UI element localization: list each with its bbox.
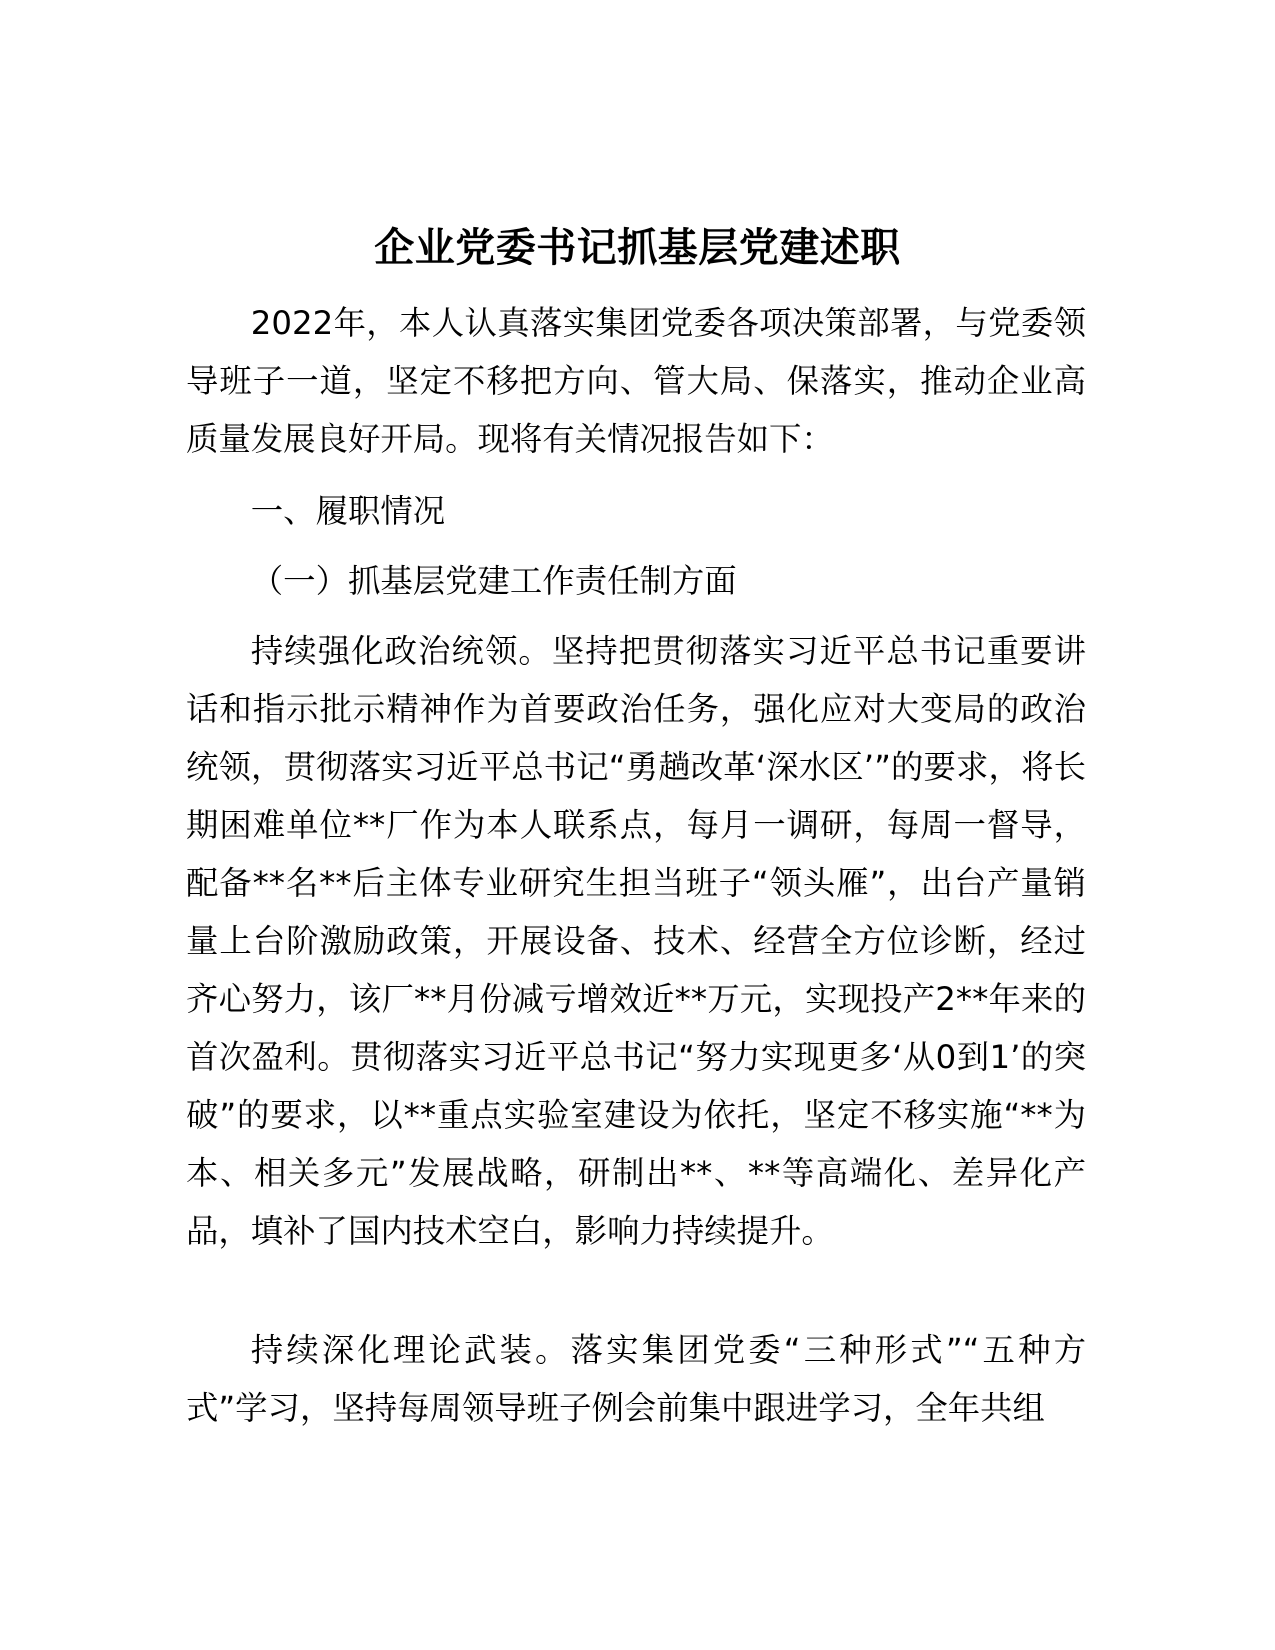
political-leadership-paragraph: 持续强化政治统领。坚持把贯彻落实习近平总书记重要讲话和指示批示精神作为首要政治任务，强化应对大变局的政治统领，贯彻落实习近平总书记“勇趟改革‘深水区’”的要求，将长期困难单位**厂作为本人联系点，每月一调研，每周一督导，配备**名**后主体专业研究生担当班子“领头雁”，出台产量销量上台阶激励政策，开展设备、技术、经营全方位诊断，经过齐心努力，该厂**月份减亏增效近**万元，实现投产2**年来的首次盈利。贯彻落实习近平总书记“努力实现更多‘从0到1’的突破”的要求，以**重点实验室建设为依托，坚定不移实施“**为本、相关多元”发展战略，研制出**、**等高端化、差异化产品，填补了国内技术空白，影响力持续提升。 — [186, 632, 1086, 1250]
section-heading: 一、履职情况 — [250, 492, 446, 530]
subsection-heading: （一）抓基层党建工作责任制方面 — [250, 562, 737, 600]
theory-study-paragraph: 持续深化理论武装。落实集团党委“三种形式”“五种方式”学习，坚持每周领导班子例会前集中跟进学习，全年共组 — [186, 1331, 1086, 1427]
intro-paragraph: 2022年，本人认真落实集团党委各项决策部署，与党委领导班子一道，坚定不移把方向、管大局、保落实，推动企业高质量发展良好开局。现将有关情况报告如下： — [186, 304, 1086, 458]
document-title: 企业党委书记抓基层党建述职 — [374, 225, 901, 271]
